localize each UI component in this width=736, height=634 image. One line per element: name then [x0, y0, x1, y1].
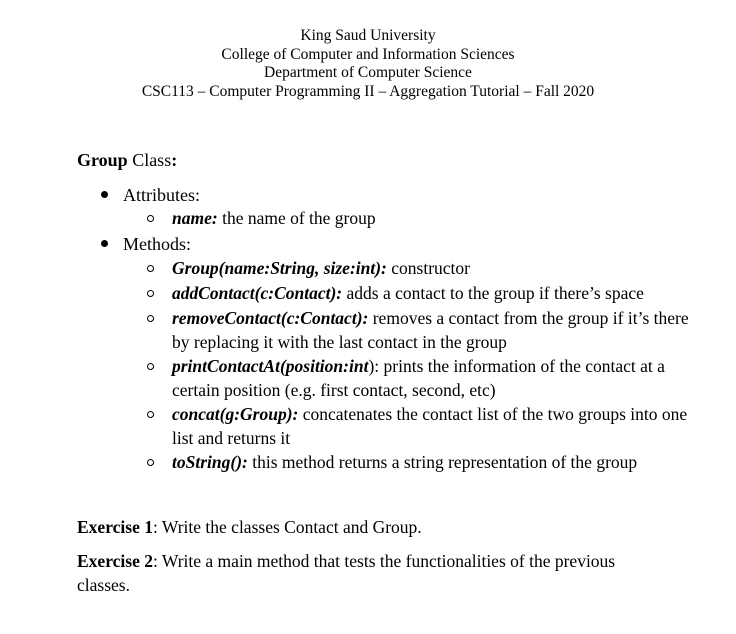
method-description: removes a contact from the group if it’s there by replacing it with the last contact in the group	[172, 308, 689, 352]
method-description: concatenates the contact list of the two groups into one list and returns it	[172, 404, 688, 448]
exercise-label: Exercise 2	[77, 551, 153, 571]
method-signature: Group(name:String, size:int):	[172, 258, 387, 278]
university-name: King Saud University	[300, 27, 436, 44]
method-signature: addContact(c:Contact):	[172, 283, 343, 303]
exercise-2	[77, 549, 657, 597]
class-name: Group	[77, 150, 128, 170]
attribute-signature: name:	[172, 208, 218, 228]
exercise-text: : Write a main method that tests the functionalities of the previous classes.	[77, 551, 616, 595]
method-signature: concat(g:Group):	[172, 404, 299, 424]
attribute-description: the name of the group	[217, 208, 376, 228]
open-circle-bullet-icon	[147, 265, 154, 272]
method-description: adds a contact to the group if there’s space	[342, 283, 644, 303]
open-circle-bullet-icon	[147, 315, 154, 322]
course-title: CSC113 – Computer Programming II – Aggregation Tutorial – Fall 2020	[141, 82, 595, 100]
method-signature: removeContact(c:Contact):	[172, 308, 369, 328]
methods-label: Methods:	[123, 234, 192, 254]
department-name: Department of Computer Science	[264, 64, 472, 81]
method-description: this method returns a string representation of the group	[247, 452, 638, 472]
college-name: College of Computer and Information Sciences	[221, 45, 515, 63]
exercise-label: Exercise 1	[77, 517, 153, 537]
document-header	[0, 27, 736, 101]
method-description: : prints the information of the contact at a certain position (e.g. first contact, second, etc)	[172, 356, 665, 400]
class-word: Class	[127, 150, 172, 170]
title-colon: :	[171, 150, 178, 170]
method-signature: printContactAt(position:int	[172, 356, 369, 376]
section-title	[77, 149, 177, 171]
method-description: constructor	[386, 258, 470, 278]
exercise-1	[77, 515, 677, 539]
exercise-text: : Write the classes Contact and Group.	[152, 517, 422, 537]
open-circle-bullet-icon	[147, 215, 154, 222]
bullet-dot-icon	[101, 240, 108, 247]
bullet-dot-icon	[101, 191, 108, 198]
open-circle-bullet-icon	[147, 411, 154, 418]
open-circle-bullet-icon	[147, 363, 154, 370]
method-signature-close: )	[368, 356, 375, 376]
attributes-label: Attributes:	[123, 185, 200, 205]
open-circle-bullet-icon	[147, 459, 154, 466]
method-signature: toString():	[172, 452, 248, 472]
open-circle-bullet-icon	[147, 290, 154, 297]
